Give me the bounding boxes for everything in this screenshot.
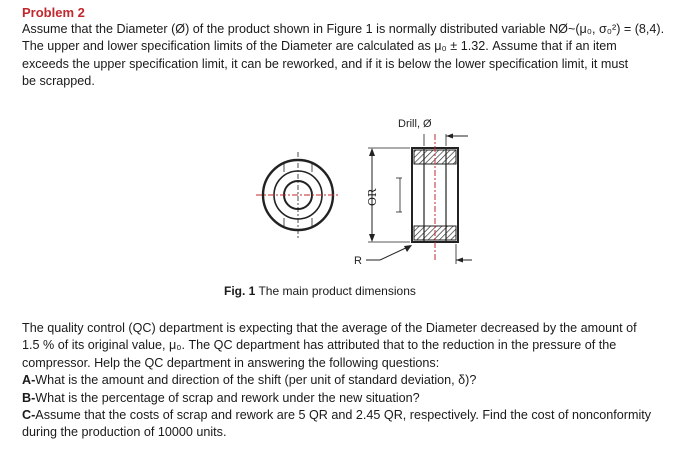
intro-line: exceeds the upper specification limit, it can be reworked, and if it is below the lower specification limit, it must	[22, 56, 629, 71]
problem-intro	[22, 21, 678, 91]
intro-line: Assume that the Diameter (Ø) of the product shown in Figure 1 is normally distributed variable NØ~(μ₀, σ₀²) = (8,4).	[22, 22, 665, 36]
question-c-continuation: during the production of 10000 units.	[22, 425, 227, 440]
or-dimension	[366, 148, 410, 242]
side-section-view	[396, 134, 458, 262]
caption-text: The main product dimensions	[255, 284, 416, 298]
figure-caption	[224, 284, 416, 298]
r-label: R	[354, 255, 362, 267]
question-prefix: A-	[22, 373, 36, 388]
question-c	[22, 407, 678, 424]
question-text: Assume that the costs of scrap and rework are 5 QR and 2.45 QR, respectively. Find the cost of nonconformity	[35, 408, 652, 423]
question-text: What is the amount and direction of the shift (per unit of standard deviation, δ)?	[35, 373, 477, 388]
question-prefix: C-	[22, 408, 36, 423]
drill-label: Drill, Ø	[398, 118, 432, 130]
product-dimension-figure	[250, 112, 490, 274]
context-line: The quality control (QC) department is expecting that the average of the Diameter decreased by the amount of	[22, 321, 637, 335]
problem-title: Problem 2	[22, 5, 85, 20]
question-text: What is the percentage of scrap and rework under the new situation?	[35, 390, 420, 405]
context-line: compressor. Help the QC department in answering the following questions:	[22, 355, 440, 370]
radius-leader	[354, 244, 472, 267]
question-a	[22, 372, 678, 389]
qc-context	[22, 320, 678, 442]
intro-line: The upper and lower specification limits of the Diameter are calculated as μ₀ ± 1.32. Assume that if an item	[22, 39, 617, 54]
context-line: 1.5 % of its original value, μ₀. The QC department has attributed that to the reduction in the pressure of the	[22, 338, 617, 353]
intro-line: be scrapped.	[22, 74, 95, 89]
caption-prefix: Fig. 1	[224, 284, 256, 298]
drill-dimension	[398, 118, 468, 146]
question-prefix: B-	[22, 390, 36, 405]
question-b	[22, 390, 678, 407]
front-view	[256, 152, 340, 238]
or-label: OR	[366, 188, 379, 206]
